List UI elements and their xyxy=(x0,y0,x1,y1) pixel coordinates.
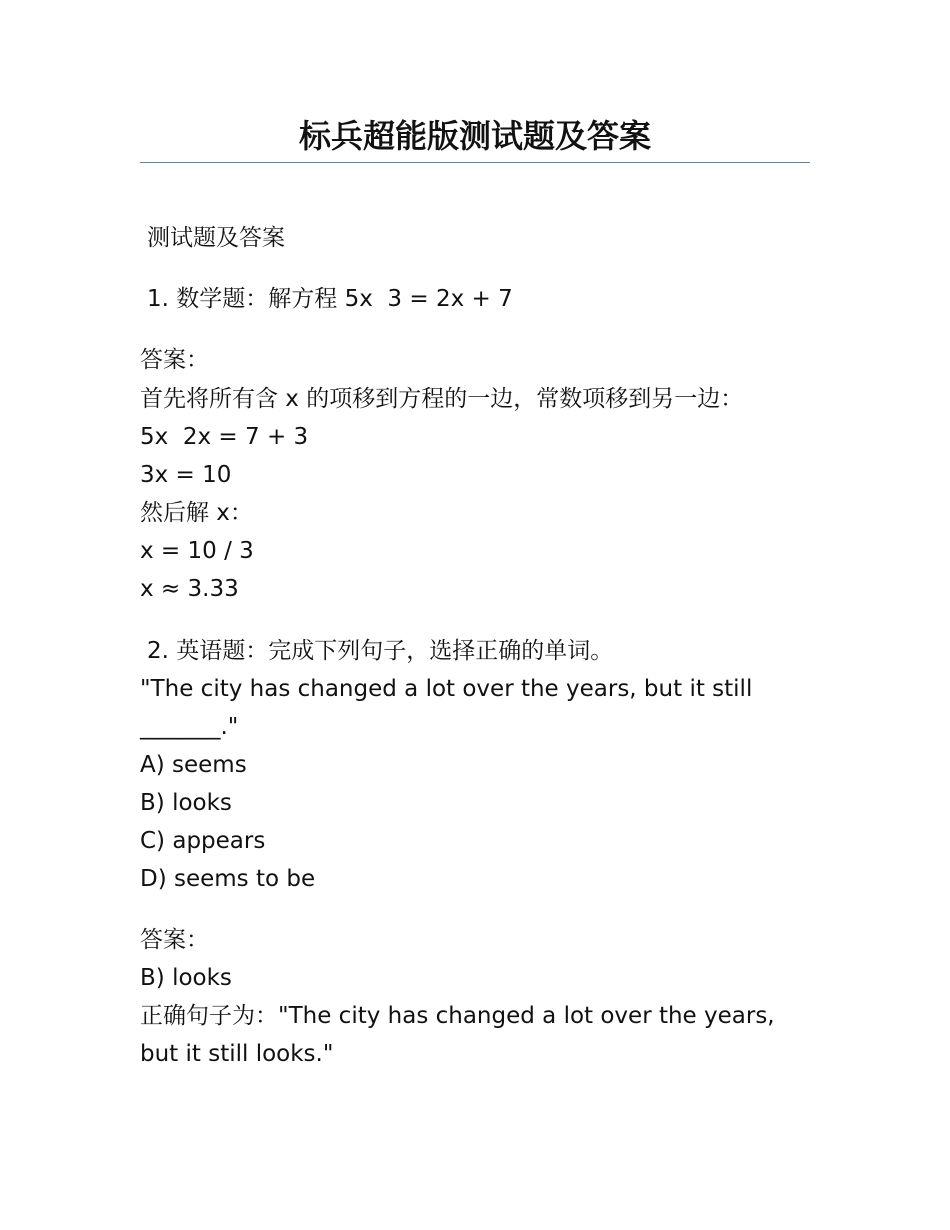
question-1-step: x ≈ 3.33 xyxy=(140,576,239,602)
question-2-answer-label: 答案： xyxy=(140,927,209,953)
question-2-explanation: but it still looks." xyxy=(140,1041,334,1067)
question-2-sentence-blank: _______." xyxy=(140,714,239,740)
question-2-text: 2. 英语题：完成下列句子，选择正确的单词。 xyxy=(147,638,614,664)
question-2-explanation: 正确句子为："The city has changed a lot over the years, xyxy=(140,1003,775,1029)
document-title: 标兵超能版测试题及答案 xyxy=(298,117,651,155)
question-2-answer: B) looks xyxy=(140,965,232,991)
question-2-option: C) appears xyxy=(140,828,266,854)
question-2-option: B) looks xyxy=(140,790,232,816)
question-1-step: 3x = 10 xyxy=(140,462,232,488)
question-2-option: D) seems to be xyxy=(140,866,316,892)
question-1-text: 1. 数学题：解方程 5x 3 = 2x + 7 xyxy=(147,286,513,312)
question-1-step: x = 10 / 3 xyxy=(140,538,254,564)
question-1-step: 首先将所有含 x 的项移到方程的一边，常数项移到另一边： xyxy=(140,386,744,412)
question-1-step: 5x 2x = 7 + 3 xyxy=(140,424,309,450)
section-heading: 测试题及答案 xyxy=(147,225,285,251)
question-2-option: A) seems xyxy=(140,752,247,778)
question-1-step: 然后解 x： xyxy=(140,500,253,526)
question-2-sentence: "The city has changed a lot over the years, but it still xyxy=(140,676,753,702)
question-1-answer-label: 答案： xyxy=(140,347,209,373)
title-underline xyxy=(140,162,810,163)
